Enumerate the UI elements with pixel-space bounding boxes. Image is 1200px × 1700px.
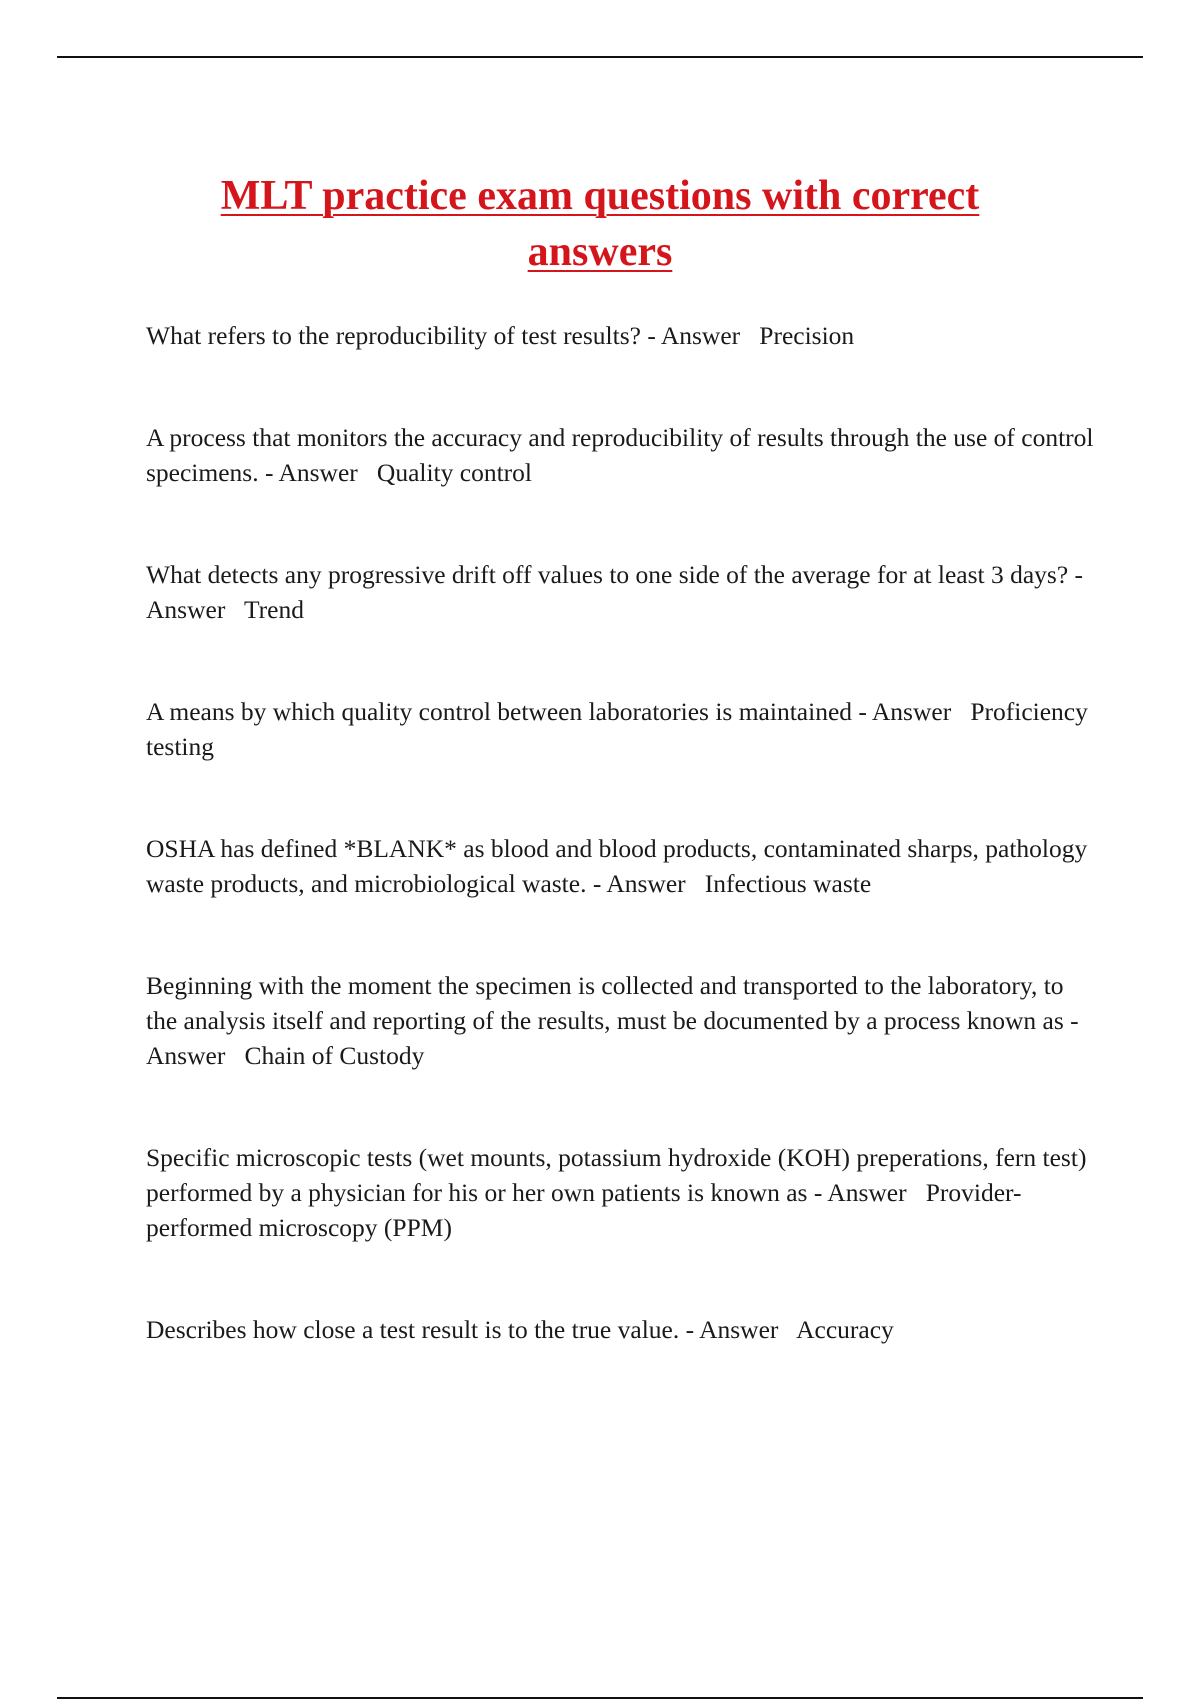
question-text: Describes how close a test result is to the true value. xyxy=(146,1315,680,1344)
answer-text: Accuracy xyxy=(796,1315,894,1344)
answer-label: Answer xyxy=(606,869,686,898)
top-rule xyxy=(57,56,1143,58)
question-text: A means by which quality control between laboratories is maintained xyxy=(146,697,853,726)
question-text: What refers to the reproducibility of test results? xyxy=(146,321,641,350)
answer-text: Trend xyxy=(244,595,304,624)
qa-list xyxy=(146,318,1096,1414)
qa-item: OSHA has defined *BLANK* as blood and blood products, contaminated sharps, pathology waste products, and microbiological waste. - Answer Infectious waste xyxy=(146,834,1088,898)
qa-item: A process that monitors the accuracy and reproducibility of results through the use of control specimens. - Answer Quality control xyxy=(146,423,1094,487)
bottom-rule xyxy=(57,1697,1143,1699)
answer-label: Answer xyxy=(871,697,952,726)
answer-label: Answer xyxy=(146,595,226,624)
page-title: MLT practice exam questions with correct answers xyxy=(220,173,980,276)
qa-item: Specific microscopic tests (wet mounts, potassium hydroxide (KOH) preperations, fern test) performed by a physician for his or her own patients is known as - Answer Provider-performed microscopy (PPM) xyxy=(146,1143,1087,1242)
answer-label: Answer xyxy=(699,1315,779,1344)
answer-text: Quality control xyxy=(376,458,532,487)
answer-text: Proficiency testing xyxy=(146,697,1088,761)
answer-label: Answer xyxy=(827,1178,907,1207)
answer-label: Answer xyxy=(278,458,358,487)
question-text: Specific microscopic tests (wet mounts, potassium hydroxide (KOH) preperations, fern test) performed by a physician for his or her own patients is known as xyxy=(146,1143,1087,1207)
qa-item: Beginning with the moment the specimen is collected and transported to the laboratory, to the analysis itself and reporting of the results, must be documented by a process known as - Answer Chain of Custody xyxy=(146,971,1079,1070)
question-text: Beginning with the moment the specimen is collected and transported to the laboratory, to the analysis itself and reporting of the results, must be documented by a process known as xyxy=(146,971,1064,1035)
answer-label: Answer xyxy=(660,321,741,350)
question-text: OSHA has defined *BLANK* as blood and blood products, contaminated sharps, pathology waste products, and microbiological waste. xyxy=(146,834,1088,898)
answer-text: Provider-performed microscopy (PPM) xyxy=(146,1178,1022,1242)
answer-text: Precision xyxy=(759,321,855,350)
answer-label: Answer xyxy=(146,1041,226,1070)
qa-item: What detects any progressive drift off values to one side of the average for at least 3 days? - Answer Trend xyxy=(146,560,1084,624)
question-text: What detects any progressive drift off values to one side of the average for at least 3 days? xyxy=(146,560,1069,589)
answer-text: Infectious waste xyxy=(704,869,872,898)
qa-item: Describes how close a test result is to the true value. - Answer Accuracy xyxy=(146,1315,894,1344)
question-text: A process that monitors the accuracy and reproducibility of results through the use of control specimens. xyxy=(146,423,1094,487)
answer-text: Chain of Custody xyxy=(244,1041,425,1070)
qa-item: A means by which quality control between laboratories is maintained - Answer Proficiency testing xyxy=(146,697,1088,761)
qa-item: What refers to the reproducibility of test results? - Answer Precision xyxy=(146,321,855,350)
